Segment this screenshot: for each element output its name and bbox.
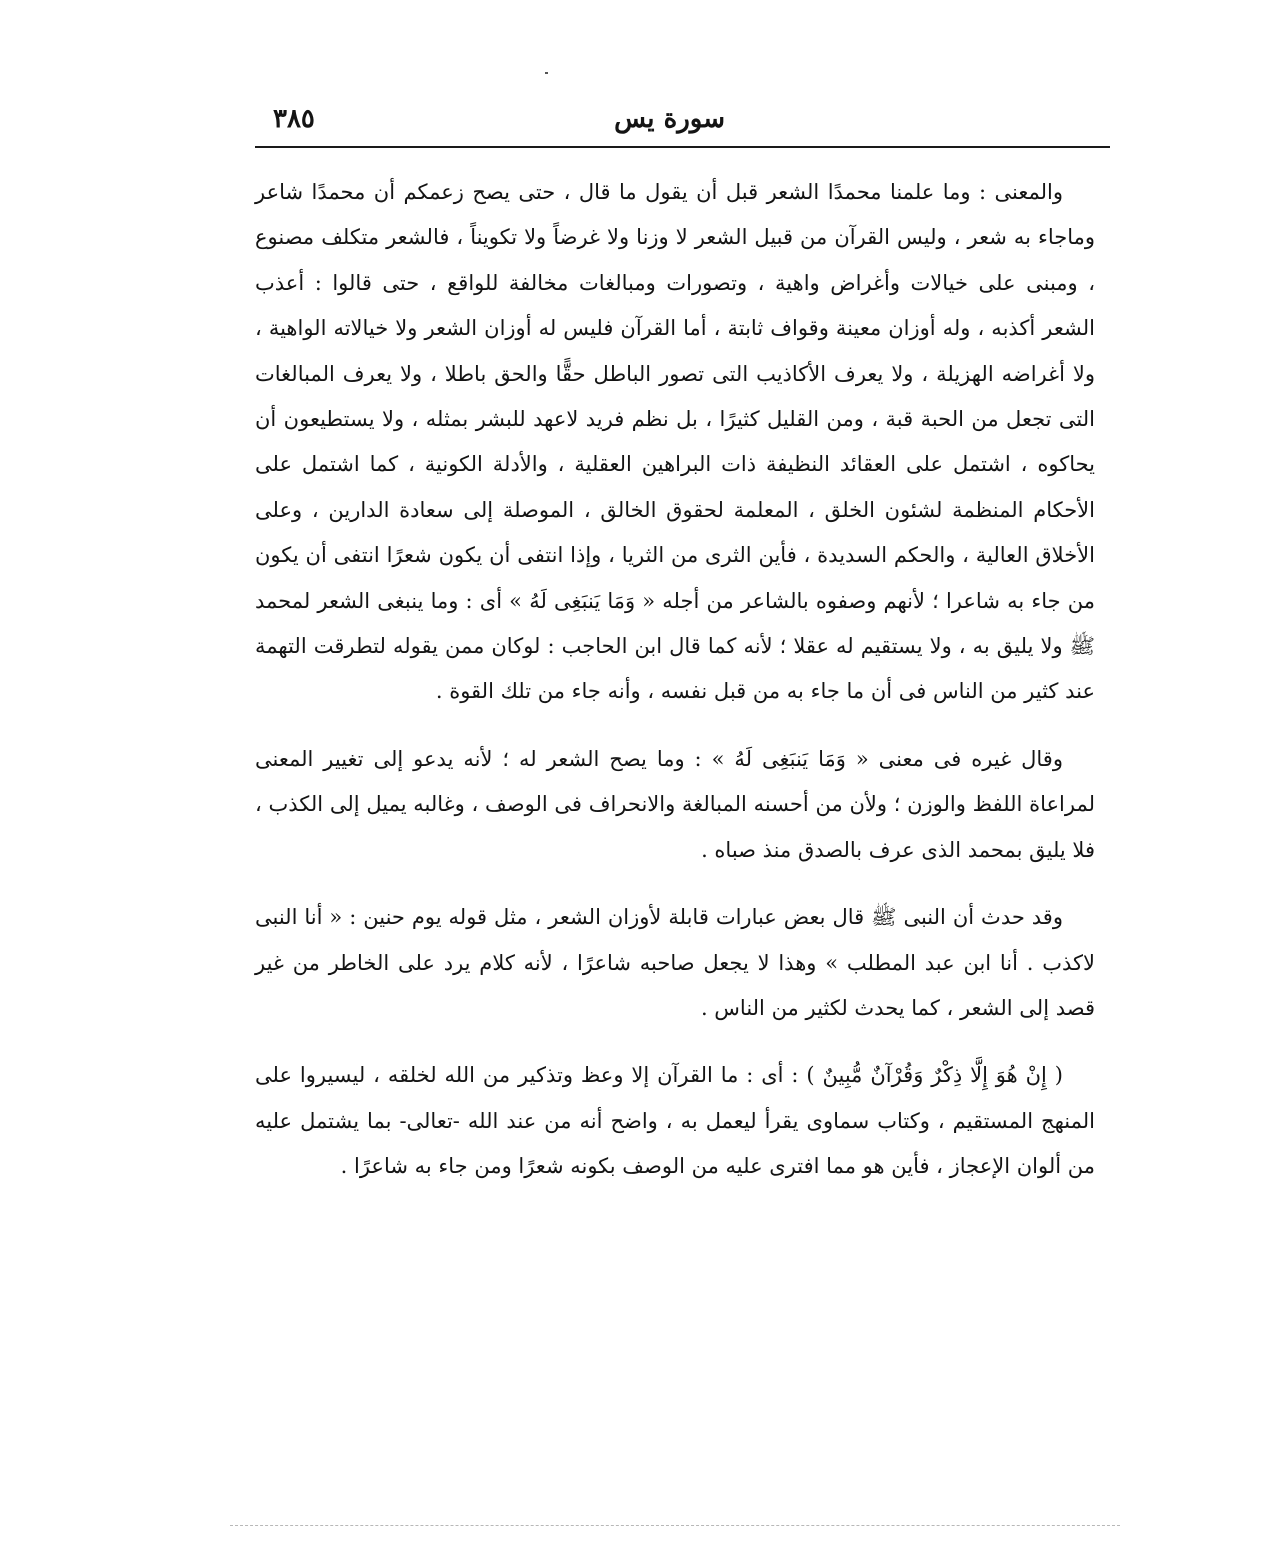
scan-speck [545,72,548,74]
paragraph-4: ( إِنْ هُوَ إِلَّا ذِكْرٌ وَقُرْآنٌ مُّبِينٌ ) : أى : ما القرآن إلا وعظ وتذكير من الله لخلقه ، ليسيروا على المنهج المستقيم ، وكتاب سماوى يقرأ ليعمل به ، واضح أنه من عند الله -تعالى- بما يشتمل عليه من ألوان الإعجاز ، فأين هو مما افترى عليه من الوصف بكونه شعرًا ومن جاء به شاعرًا . [255,1063,1095,1179]
header-rule [255,146,1110,148]
page-body [255,170,1095,1212]
paragraph-2: وقال غيره فى معنى « وَمَا يَنبَغِى لَهُ » : وما يصح الشعر له ؛ لأنه يدعو إلى تغيير المعنى لمراعاة اللفظ والوزن ؛ ولأن من أحسنه المبالغة والانحراف فى الوصف ، وغالبه يميل إلى الكذب ، فلا يليق بمحمد الذى عرف بالصدق منذ صباه . [255,746,1095,862]
paragraph-3: وقد حدث أن النبى ﷺ قال بعض عبارات قابلة لأوزان الشعر ، مثل قوله يوم حنين : « أنا النبى لاكذب . أنا ابن عبد المطلب » وهذا لا يجعل صاحبه شاعرًا ، لأنه كلام يرد على الخاطر من غير قصد إلى الشعر ، كما يحدث لكثير من الناس . [255,905,1095,1020]
paragraph-1: والمعنى : وما علمنا محمدًا الشعر قبل أن يقول ما قال ، حتى يصح زعمكم أن محمدًا شاعر وماجاء به شعر ، وليس القرآن من قبيل الشعر لا وزنا ولا غرضاً ولا تكويناً ، فالشعر متكلف مصنوع ، ومبنى على خيالات وأغراض واهية ، وتصورات ومبالغات مخالفة للواقع ، حتى قالوا : أعذب الشعر أكذبه ، وله أوزان معينة وقواف ثابتة ، أما القرآن فليس له أوزان الشعر ولا خيالاته الواهية ، ولا أغراضه الهزيلة ، ولا يعرف الأكاذيب التى تصور الباطل حقًّا والحق باطلا ، ولا يعرف المبالغات التى تجعل من الحبة قبة ، ومن القليل كثيرًا ، بل نظم فريد لاعهد للبشر بمثله ، ولا يستطيعون أن يحاكوه ، اشتمل على العقائد النظيفة ذات البراهين العقلية ، والأدلة الكونية ، كما اشتمل على الأحكام المنظمة لشئون الخلق ، المعلمة لحقوق الخالق ، الموصلة إلى سعادة الدارين ، وعلى الأخلاق العالية ، والحكم السديدة ، فأين الثرى من الثريا ، وإذا انتفى أن يكون شعرًا انتفى أن يكون من جاء به شاعرا ؛ لأنهم وصفوه بالشاعر من أجله « وَمَا يَنبَغِى لَهُ » أى : وما ينبغى الشعر لمحمد ﷺ ولا يليق به ، ولا يستقيم له عقلا ؛ لأنه كما قال ابن الحاجب : لوكان ممن يقوله لتطرقت التهمة عند كثير من الناس فى أن ما جاء به من قبل نفسه ، وأنه جاء من تلك القوة . [255,180,1095,704]
page-header [255,100,1110,146]
page-number: ٣٨٥ [273,104,315,134]
bottom-rule [230,1525,1120,1526]
running-title: سورة يس [614,104,725,134]
